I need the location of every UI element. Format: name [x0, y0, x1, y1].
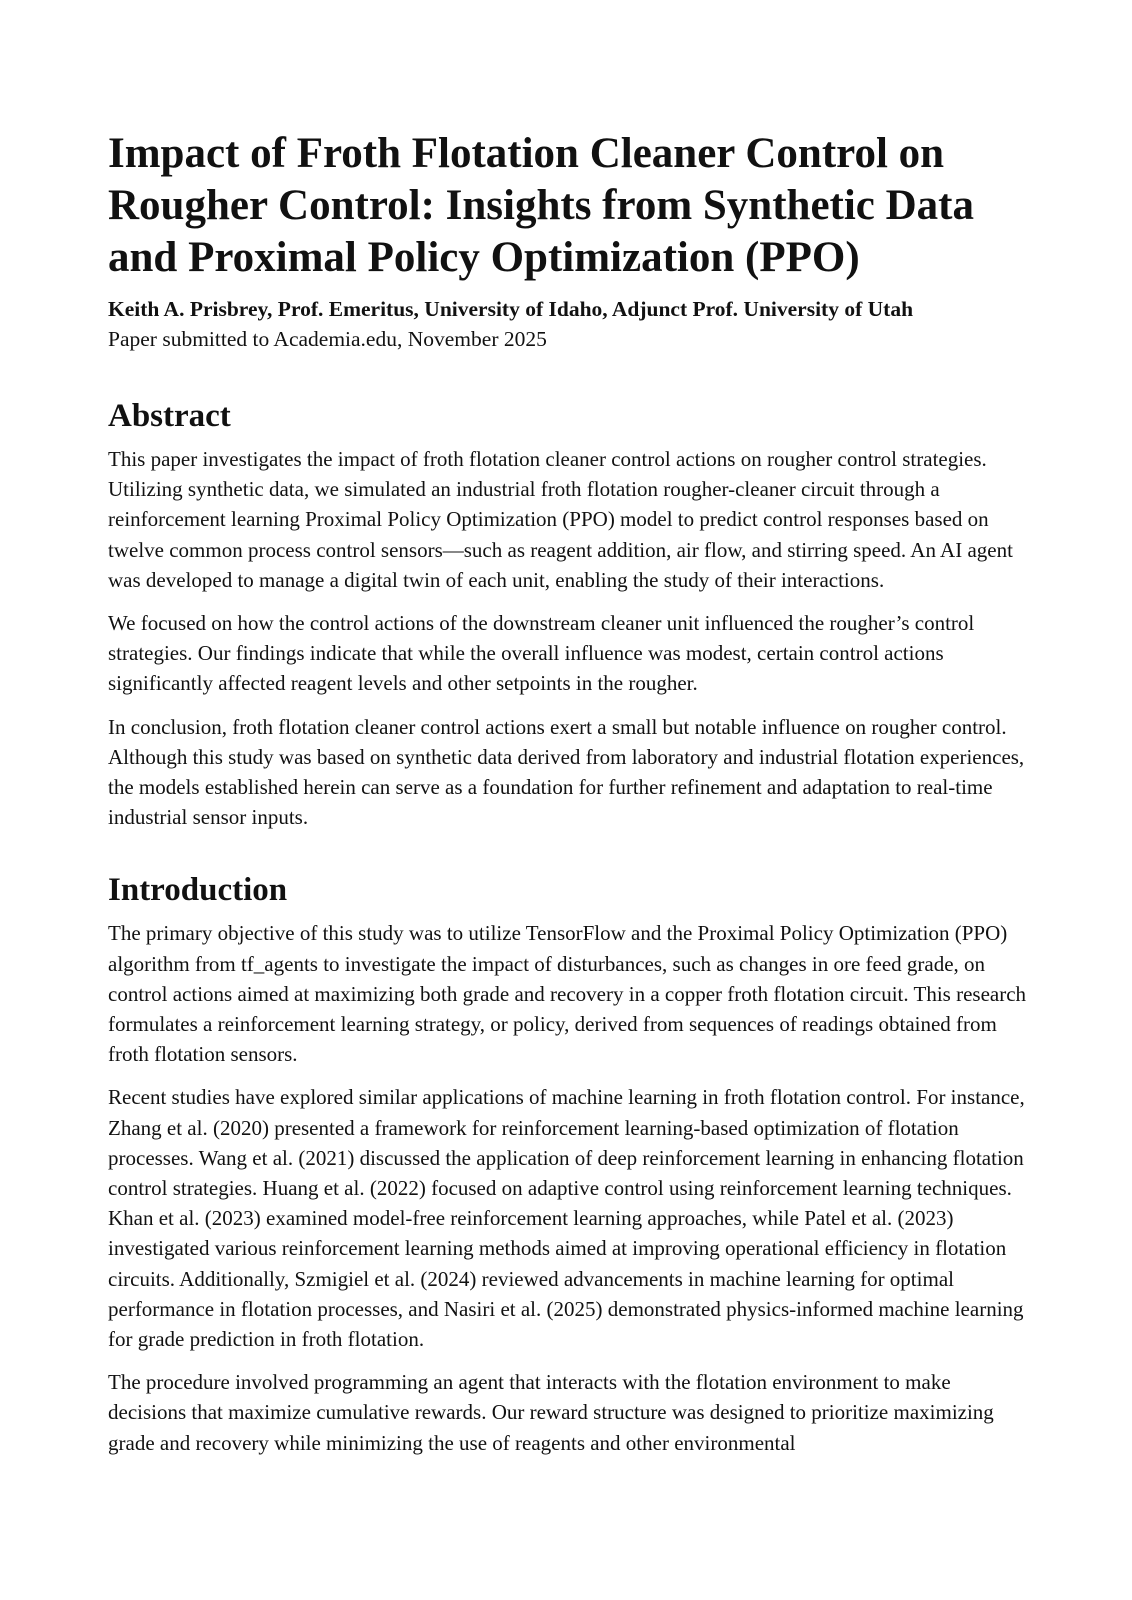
introduction-paragraph: The procedure involved programming an agent that interacts with the flotation environment to make decisions that maximize cumulative rewards. Our reward structure was designed to prioritize maximizing grade and recovery while minimizing the use of reagents and other environmental	[108, 1370, 994, 1455]
abstract-paragraph: We focused on how the control actions of the downstream cleaner unit influenced the rougher’s control strategies. Our findings indicate that while the overall influence was modest, certain control actions significantly affected reagent levels and other setpoints in the rougher.	[108, 611, 975, 696]
author-line: Keith A. Prisbrey, Prof. Emeritus, University of Idaho, Adjunct Prof. University of Utah	[108, 297, 914, 321]
abstract-heading: Abstract	[108, 398, 231, 434]
paper-title: Impact of Froth Flotation Cleaner Control on Rougher Control: Insights from Synthetic Data and Proximal Policy Optimization (PPO)	[108, 130, 975, 281]
introduction-paragraph: The primary objective of this study was to utilize TensorFlow and the Proximal Policy Optimization (PPO) algorithm from tf_agents to investigate the impact of disturbances, such as changes in ore feed grade, on control actions aimed at maximizing both grade and recovery in a copper froth flotation circuit. This research formulates a reinforcement learning strategy, or policy, derived from sequences of readings obtained from froth flotation sensors.	[108, 921, 1027, 1067]
abstract-paragraph: In conclusion, froth flotation cleaner control actions exert a small but notable influence on rougher control. Although this study was based on synthetic data derived from laboratory and industrial flotation experiences, the models established herein can serve as a foundation for further refinement and adaptation to real-time industrial sensor inputs.	[108, 714, 1025, 830]
abstract-paragraph: This paper investigates the impact of froth flotation cleaner control actions on rougher control strategies. Utilizing synthetic data, we simulated an industrial froth flotation rougher-cleaner circuit through a reinforcement learning Proximal Policy Optimization (PPO) model to predict control responses based on twelve common process control sensors—such as reagent addition, air flow, and stirring speed. An AI agent was developed to manage a digital twin of each unit, enabling the study of their interactions.	[108, 447, 1013, 592]
introduction-paragraph: Recent studies have explored similar applications of machine learning in froth flotation control. For instance, Zhang et al. (2020) presented a framework for reinforcement learning-based optimization of flotation processes. Wang et al. (2021) discussed the application of deep reinforcement learning in enhancing flotation control strategies. Huang et al. (2022) focused on adaptive control using reinforcement learning techniques. Khan et al. (2023) examined model-free reinforcement learning approaches, while Patel et al. (2023) investigated various reinforcement learning methods aimed at improving operational efficiency in flotation circuits. Additionally, Szmigiel et al. (2024) reviewed advancements in machine learning for optimal performance in flotation processes, and Nasiri et al. (2025) demonstrated physics-informed machine learning for grade prediction in froth flotation.	[108, 1085, 1025, 1352]
paper-page	[108, 128, 1028, 1458]
abstract-section	[108, 396, 1028, 832]
submission-note: Paper submitted to Academia.edu, November 2025	[108, 327, 547, 351]
introduction-heading: Introduction	[108, 872, 288, 909]
introduction-section	[108, 870, 1028, 1457]
